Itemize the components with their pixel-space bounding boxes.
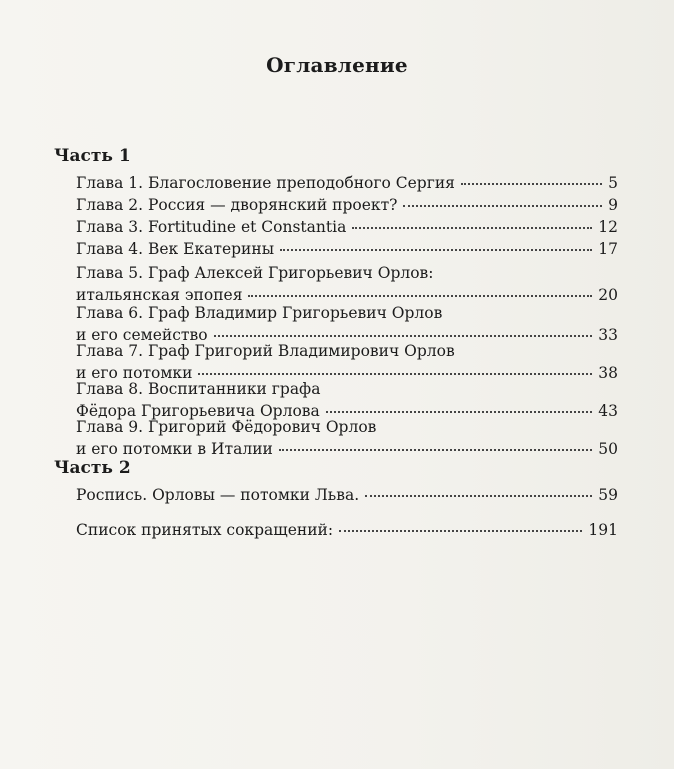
entry-title: и его потомки в Италии (76, 440, 273, 458)
toc-entry (76, 216, 618, 238)
entry-title-first-line: Глава 7. Граф Григорий Владимирович Орлов (76, 342, 455, 360)
page-number: 191 (588, 521, 618, 539)
part-heading: Часть 1 (54, 146, 131, 166)
entry-title: итальянская эпопея (76, 286, 243, 304)
leader-dots (403, 205, 602, 207)
page-number: 5 (608, 174, 618, 192)
toc-line (76, 194, 618, 216)
entry-title-first-line: Глава 5. Граф Алексей Григорьевич Орлов: (76, 264, 434, 282)
page-number: 9 (608, 196, 618, 214)
page-number: 33 (598, 326, 618, 344)
toc-line (76, 172, 618, 194)
page-number: 12 (598, 218, 618, 236)
toc-entry (76, 484, 618, 506)
entry-title: Глава 2. Россия — дворянский проект? (76, 196, 398, 214)
part-heading: Часть 2 (54, 458, 131, 478)
entry-title: Глава 1. Благословение преподобного Сергия (76, 174, 455, 192)
page-number: 50 (598, 440, 618, 458)
toc-line (76, 519, 618, 541)
entry-title: Роспись. Орловы — потомки Льва. (76, 486, 360, 504)
leader-dots (365, 495, 592, 497)
toc-line (76, 484, 618, 506)
page-number: 38 (598, 364, 618, 382)
leader-dots (279, 449, 592, 451)
entry-title-first-line: Глава 6. Граф Владимир Григорьевич Орлов (76, 304, 443, 322)
leader-dots (280, 249, 592, 251)
entry-title-first-line: Глава 8. Воспитанники графа (76, 380, 321, 398)
leader-dots (198, 373, 592, 375)
entry-title: Глава 4. Век Екатерины (76, 240, 275, 258)
toc-entry (76, 172, 618, 194)
entry-title: Фёдора Григорьевича Орлова (76, 402, 320, 420)
page-number: 43 (598, 402, 618, 420)
leader-dots (352, 227, 592, 229)
page-number: 17 (598, 240, 618, 258)
leader-dots (326, 411, 593, 413)
toc-entry (76, 416, 618, 460)
toc-entry (76, 194, 618, 216)
leader-dots (214, 335, 593, 337)
leader-dots (248, 295, 592, 297)
toc-line (76, 216, 618, 238)
toc-entry (76, 262, 618, 306)
toc-entry (76, 519, 618, 541)
toc-line (76, 438, 618, 460)
toc-line (76, 238, 618, 260)
leader-dots (339, 530, 582, 532)
entry-title: и его потомки (76, 364, 193, 382)
page-number: 20 (598, 286, 618, 304)
entry-title: Глава 3. Fortitudine et Constantia (76, 218, 347, 236)
leader-dots (461, 183, 602, 185)
toc-entry (76, 238, 618, 260)
entry-title-first-line: Глава 9. Григорий Фёдорович Орлов (76, 418, 377, 436)
entry-title: Список принятых сокращений: (76, 521, 334, 539)
page-number: 59 (598, 486, 618, 504)
entry-title: и его семейство (76, 326, 208, 344)
page-title: Оглавление (266, 53, 408, 77)
